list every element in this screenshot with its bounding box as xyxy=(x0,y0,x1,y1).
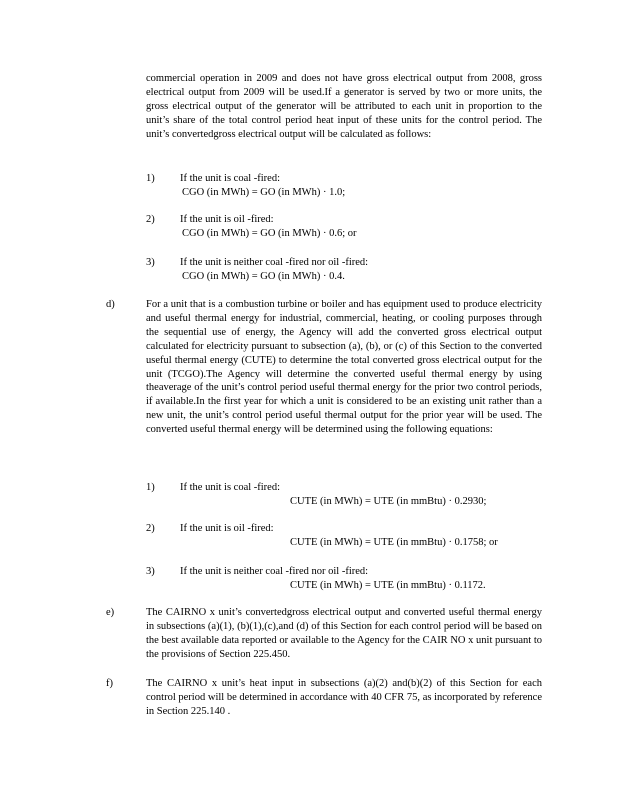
section-f-paragraph: The CAIRNO x unit’s heat input in subsections (a)(2) and(b)(2) of this Section for each control period will be determined in accordance with 40 CFR 75, as incorporated by reference in Section 225.140 . xyxy=(146,678,542,717)
section-e-label: e) xyxy=(106,607,115,618)
section-f-label: f) xyxy=(106,678,113,689)
section-d-label: d) xyxy=(106,299,115,310)
intro-paragraph: commercial operation in 2009 and does not have gross electrical output from 2008, gross electrical output from 2009 will be used.If a generator is served by two or more units, the gross electrical output of the generator will be attributed to each unit in proportion to the unit’s share of the total control period heat input of these units for the control period. The unit’s convertedgross electrical output will be calculated as follows: xyxy=(146,73,542,140)
document-page: commercial operation in 2009 and does not have gross electrical output from 2008, gross electrical output from 2009 will be used.If a generator is served by two or more units, the gross electrical output of the generator will be attributed to each unit in proportion to the unit’s share of the total control period heat input of these units for the control period. The unit’s convertedgross electrical output will be calculated as follows: 1) If the unit is coal -fired: CGO (in MWh) = GO (in MWh) · 1.0; 2) If the unit is oil -fired: CGO (in MWh) = GO (in MWh) · 0.6; or 3) If the unit is neither coal -fired nor oil -fired: CGO (in MWh) = GO (in MWh) · 0.4. d) For a unit that is a combustion turbine or boiler and has equipment used to produce electricity and useful thermal energy for industrial, commercial, heating, or cooling purposes through the sequential use of energy, the Agency will add the converted gross electrical output calculated for electricity pursuant to subsection (a), (b), or (c) of this Section to the converted useful thermal energy (CUTE) to determine the total converted gross electrical output for the unit (TCGO).The Agency will determine the converted useful thermal energy by using theaverage of the unit’s control period useful thermal energy for the prior two control periods, if available.In the first year for which a unit is considered to be an existing unit rather than a new unit, the unit’s control period useful thermal output for the prior year will be used. The converted useful thermal energy will be determined using the following equations: 1) If the unit is coal -fired: CUTE (in MWh) = UTE (in mmBtu) · 0.2930; 2) If the unit is oil -fired: CUTE (in MWh) = UTE (in mmBtu) · 0.1758; or 3) If the unit is neither coal -fired nor oil -fired: CUTE (in MWh) = UTE (in mmBtu) · 0.1172. e) The CAIRNO x unit’s convertedgross electrical output and converted useful thermal energy in subsections (a)(1), (b)(1),(c),and (d) of this Section for each control period will be based on the best available data reported or available to the Agency for the CAIR NO x unit pursuant to the provisions of Section 225.450. f) The CAIRNO x unit’s heat input in subsections (a)(2) and(b)(2) of this Section for each control period will be determined in accordance with 40 CFR 75, as incorporated by reference in Section 225.140 . xyxy=(106,73,542,717)
section-e-paragraph: The CAIRNO x unit’s convertedgross electrical output and converted useful thermal energy in subsections (a)(1), (b)(1),(c),and (d) of this Section for each control period will be based on the best available data reported or available to the Agency for the CAIR NO x unit pursuant to the provisions of Section 225.450. xyxy=(146,607,542,660)
section-d-paragraph: For a unit that is a combustion turbine or boiler and has equipment used to produce electricity and useful thermal energy for industrial, commercial, heating, or cooling purposes through the sequential use of energy, the Agency will add the converted gross electrical output calculated for electricity pursuant to subsection (a), (b), or (c) of this Section to the converted useful thermal energy (CUTE) to determine the total converted gross electrical output for the unit (TCGO).The Agency will determine the converted useful thermal energy by using theaverage of the unit’s control period useful thermal energy for the prior two control periods, if available.In the first year for which a unit is considered to be an existing unit rather than a new unit, the unit’s control period useful thermal output for the prior year will be used. The converted useful thermal energy will be determined using the following equations: xyxy=(146,299,542,436)
